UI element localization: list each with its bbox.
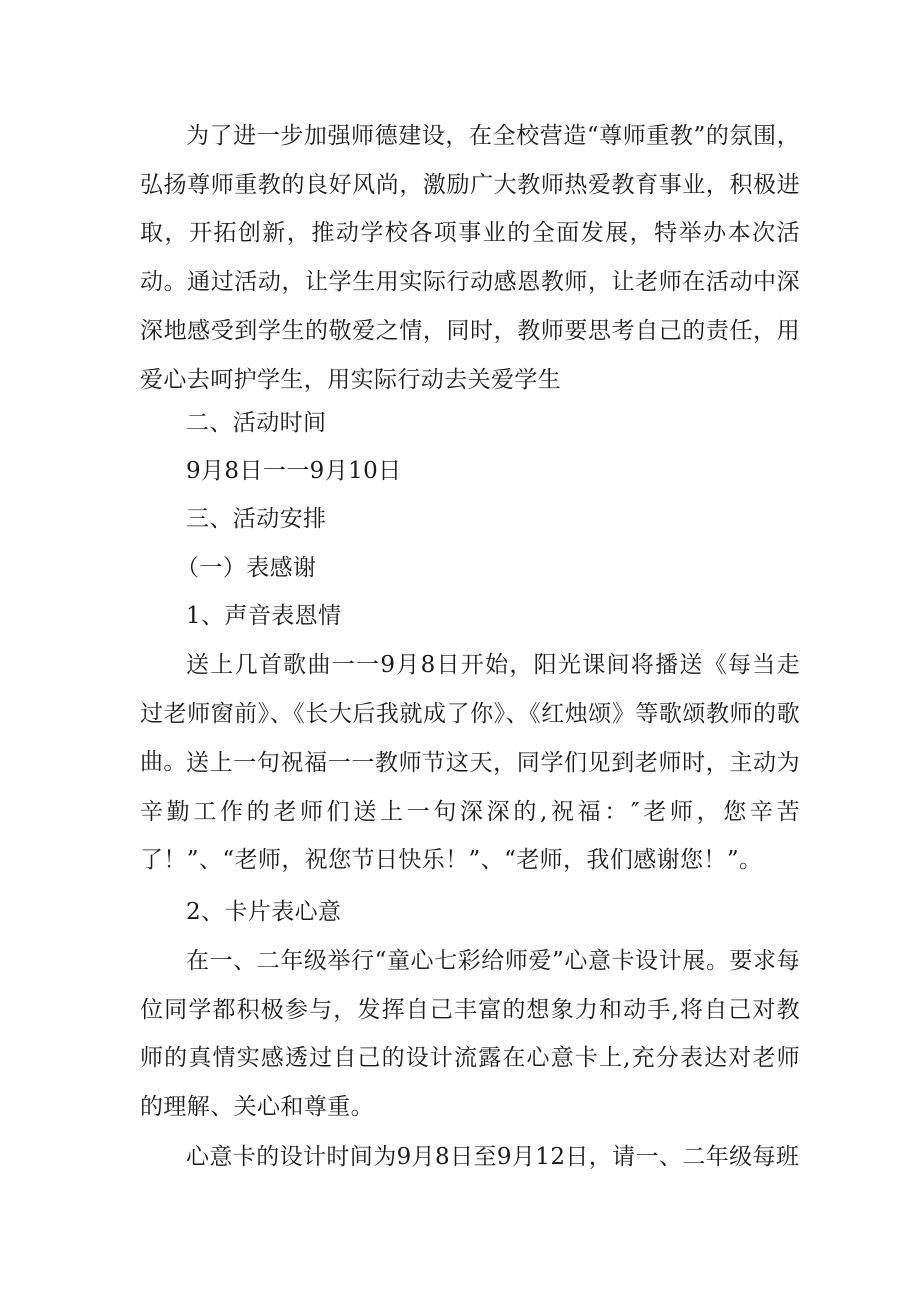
card-schedule-paragraph: 心意卡的设计时间为9月8日至9月12日，请一、二年级每班	[186, 1144, 800, 1170]
blessing-paragraph: 送上一句祝福一一教师节这天，同学们见到老师时，主动为辛勤工作的老师们送上一句深深的,祝福：″老师，您辛苦了！”、“老师，祝您节日快乐！”、“老师，我们感谢您！”。	[140, 750, 800, 874]
section-heading-activity-time: 二、活动时间	[186, 410, 327, 436]
activity-time-range: 9月8日一一9月10日	[186, 458, 402, 484]
songs-paragraph: 送上几首歌曲一一9月8日开始，阳光课间将播送《每当走过老师窗前》、《长大后我就成了你》、《红烛颂》等歌颂教师的歌曲。	[140, 652, 800, 776]
item-heading-card: 2、卡片表心意	[186, 899, 342, 925]
intro-paragraph: 为了进一步加强师德建设，在全校营造“尊师重教”的氛围，弘扬尊师重教的良好风尚，激励广大教师热爱教育事业，积极进取，开拓创新，推动学校各项事业的全面发展，特举办本次活动。通过活动，让学生用实际行动感恩教师，让老师在活动中深深地感受到学生的敬爱之情，同时，教师要思考自己的责任，用爱心去呵护学生，用实际行动去关爱学生	[140, 123, 800, 393]
subsection-heading-thanks: （一）表感谢	[176, 555, 317, 581]
card-exhibition-paragraph: 在一、二年级举行“童心七彩给师爱”心意卡设计展。要求每位同学都积极参与，发挥自己丰富的想象力和动手,将自己对教师的真情实感透过自己的设计流露在心意卡上,充分表达对老师的理解、关心和尊重。	[140, 948, 800, 1121]
section-heading-activity-arrangement: 三、活动安排	[186, 506, 327, 532]
item-heading-voice: 1、声音表恩情	[186, 603, 342, 629]
